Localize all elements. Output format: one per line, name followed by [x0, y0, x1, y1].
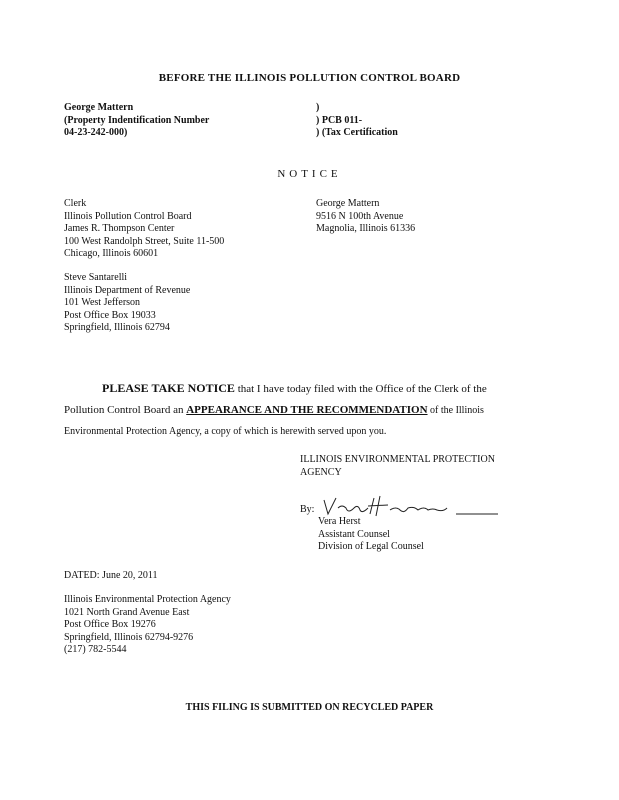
body-text: that I have today filed with the Office of the Clerk of the [234, 383, 487, 395]
signer-block [318, 516, 424, 554]
dated-line: DATED: June 20, 2011 [64, 570, 158, 581]
signer-name: Vera Herst [318, 516, 361, 527]
address-line: Illinois Department of Revenue [64, 284, 191, 296]
caption-party: George Mattern [64, 102, 134, 113]
caption-bracket: ) [316, 102, 320, 113]
address-line: Post Office Box 19033 [64, 309, 156, 321]
case-caption-right [316, 102, 398, 140]
address-line: George Mattern [316, 198, 380, 209]
address-line: Post Office Box 19276 [64, 619, 156, 630]
notice-body [64, 378, 534, 442]
body-text: Pollution Control Board an [64, 404, 187, 416]
address-line: 9516 N 100th Avenue [316, 210, 404, 222]
body-text: of the Illinois [427, 405, 484, 416]
case-caption-left [64, 102, 209, 140]
document-title: BEFORE THE ILLINOIS POLLUTION CONTROL BOARD [158, 72, 461, 84]
recipient-mattern [316, 198, 415, 236]
address-line: 1021 North Grand Avenue East [64, 606, 190, 618]
signer-division: Division of Legal Counsel [318, 541, 424, 552]
recipient-clerk [64, 198, 224, 261]
agency-line: ILLINOIS ENVIRONMENTAL PROTECTION [300, 454, 495, 465]
agency-address [64, 594, 231, 657]
address-line: Steve Santarelli [64, 272, 128, 283]
agency-name [300, 454, 495, 479]
agency-line: AGENCY [300, 466, 342, 478]
caption-property-id-label: (Property Indentification Number [64, 114, 210, 126]
address-line: 100 West Randolph Street, Suite 11-500 [64, 235, 225, 247]
caption-case-type: ) (Tax Certification [316, 127, 398, 138]
by-label: By: [300, 504, 315, 515]
address-line: Illinois Environmental Protection Agency [64, 594, 231, 605]
phone-number: (217) 782-5544 [64, 644, 127, 655]
address-line: Springfield, Illinois 62794 [64, 322, 170, 333]
body-text: Environmental Protection Agency, a copy of which is herewith served upon you. [64, 426, 387, 437]
notice-heading: NOTICE [277, 168, 342, 180]
signer-title: Assistant Counsel [318, 528, 390, 540]
filing-title: APPEARANCE AND THE RECOMMENDATION [186, 404, 428, 416]
recycled-paper-notice: THIS FILING IS SUBMITTED ON RECYCLED PAPER [185, 702, 434, 713]
notice-lead: PLEASE TAKE NOTICE [102, 381, 235, 395]
address-line: Illinois Pollution Control Board [64, 210, 192, 222]
address-line: Magnolia, Illinois 61336 [316, 223, 416, 234]
recipient-santarelli [64, 272, 190, 335]
address-line: Clerk [64, 198, 87, 209]
address-line: Chicago, Illinois 60601 [64, 248, 159, 259]
address-line: James R. Thompson Center [64, 223, 175, 234]
caption-case-number: ) PCB 011- [316, 114, 363, 126]
address-line: Springfield, Illinois 62794-9276 [64, 631, 194, 643]
address-line: 101 West Jefferson [64, 297, 141, 308]
caption-property-id: 04-23-242-000) [64, 127, 128, 138]
